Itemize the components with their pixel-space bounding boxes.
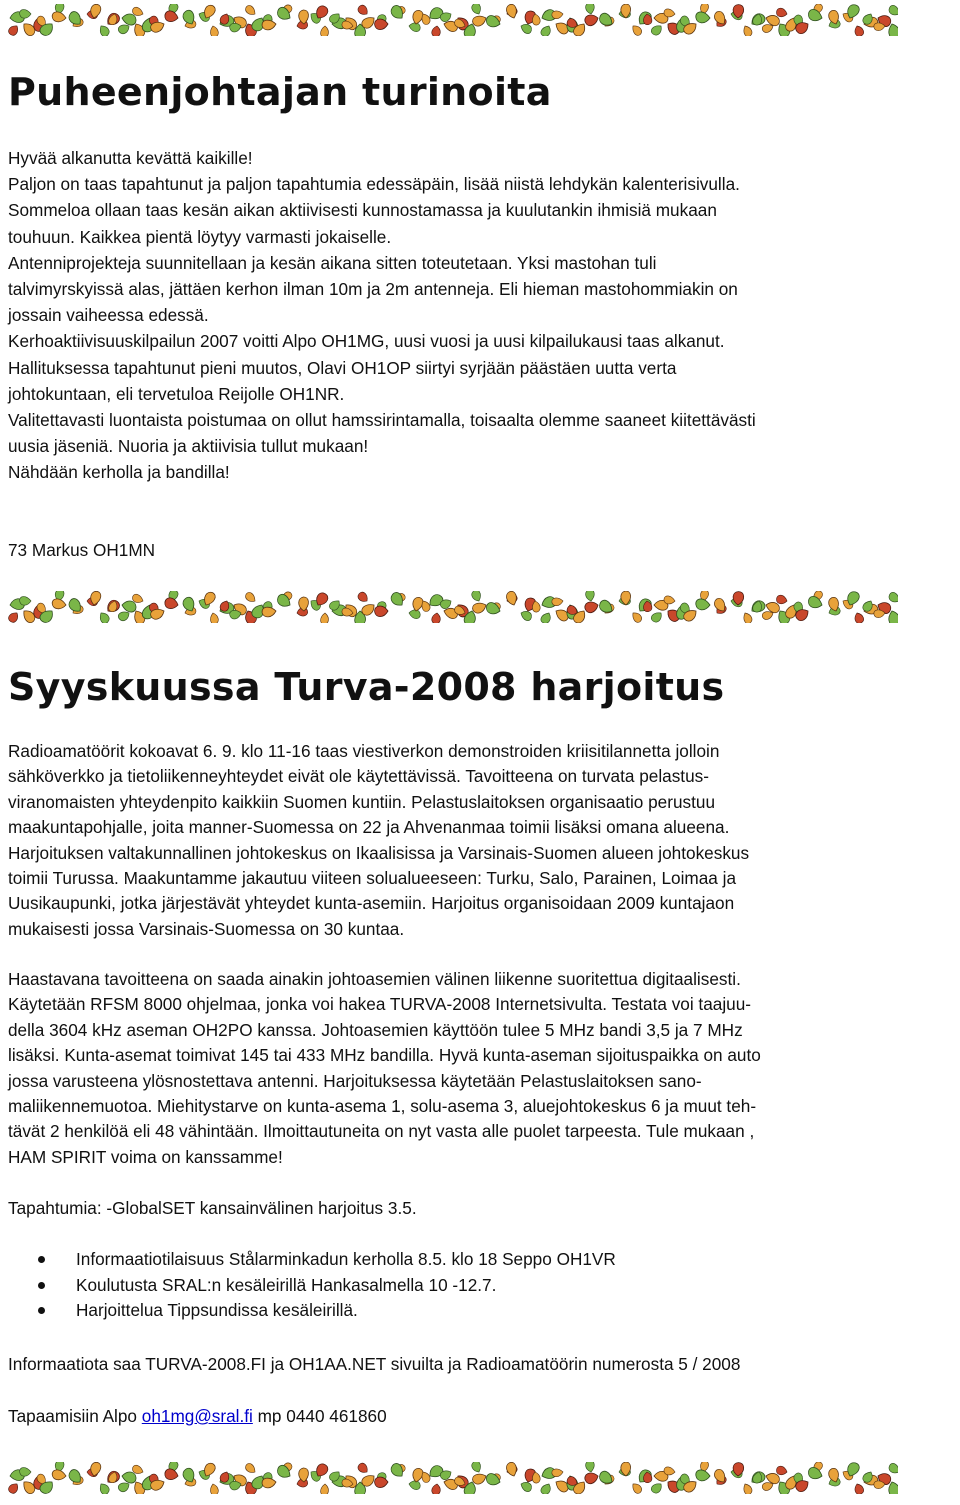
bullet-icon [38, 1282, 45, 1289]
events-intro: Tapahtumia: -GlobalSET kansainvälinen harjoitus 3.5. [8, 1198, 417, 1218]
text-line: talvimyrskyissä alas, jättäen kerhon ilman 10m ja 2m antenneja. Eli hieman mastohommiakin on [8, 279, 738, 300]
text-line: Uusikaupunki, jotka järjestävät yhteydet kunta-asemiin. Harjoitus organisoidaan 2009 kuntajaon [8, 893, 735, 914]
text-line: Radioamatöörit kokoavat 6. 9. klo 11-16 taas viestiverkon demonstroiden kriisitilannetta jolloin [8, 741, 720, 761]
section-title-turva: Syyskuussa Turva-2008 harjoitus [8, 665, 725, 709]
text-line: lisäksi. Kunta-asemat toimivat 145 tai 433 MHz bandilla. Hyvä kunta-aseman sijoituspaikka on auto [8, 1045, 761, 1066]
text-line: toimii Turussa. Maakuntamme jakautuu viiteen solualueeseen: Turku, Salo, Parainen, Loimaa ja [8, 868, 736, 889]
text-line: maliikennemuotoa. Miehitystarve on kunta-asema 1, solu-asema 3, aluejohtokeskus 6 ja muut teh- [8, 1096, 757, 1117]
text-line: Paljon on taas tapahtunut ja paljon tapahtumia edessäpäin, lisää niistä lehdykän kalenterisivulla. [8, 174, 740, 195]
info-line: Informaatiota saa TURVA-2008.FI ja OH1AA.NET sivuilta ja Radioamatöörin numerosta 5 / 2008 [8, 1354, 741, 1374]
list-item [8, 1247, 616, 1273]
text-line: Harjoituksen valtakunnallinen johtokeskus on Ikaalisissa ja Varsinais-Suomen alueen johtokeskus [8, 842, 750, 863]
list-item-text: Harjoittelua Tippsundissa kesäleirillä. [76, 1300, 358, 1320]
leaf-garland-icon [8, 4, 898, 36]
text-line: sähköverkko ja tietoliikenneyhteydet eivät ole käytettävissä. Tavoitteena on turvata pelastus- [8, 766, 709, 787]
text-line: Käytetään RFSM 8000 ohjelmaa, jonka voi hakea TURVA-2008 Internetsivulta. Testata voi taajuu- [8, 994, 751, 1015]
section-title-puheenjohtaja: Puheenjohtajan turinoita [8, 70, 552, 114]
leaf-border-top [8, 4, 898, 36]
text-line: touhuun. Kaikkea pientä löytyy varmasti jokaiselle. [8, 226, 392, 247]
email-link[interactable]: oh1mg@sral.fi [141, 1406, 253, 1426]
text-line: mukaisesti jossa Varsinais-Suomessa on 30 kuntaa. [8, 918, 405, 939]
signature: 73 Markus OH1MN [8, 540, 156, 560]
text-line: maakuntapohjalle, joita manner-Suomessa on 22 ja Ahvenanmaa toimii lisäksi omana alueena. [8, 817, 730, 838]
leaf-garland-icon [8, 591, 898, 623]
text-line: jossain vaiheessa edessä. [8, 305, 209, 326]
list-item-text: Koulutusta SRAL:n kesäleirillä Hankasalmella 10 -12.7. [76, 1274, 497, 1295]
text-line: Nähdään kerholla ja bandilla! [8, 462, 230, 483]
text-line: uusia jäseniä. Nuoria ja aktiivisia tullut mukaan! [8, 436, 369, 457]
text-line: Hyvää alkanutta kevättä kaikille! [8, 148, 253, 168]
text-line: Kerhoaktiivisuuskilpailun 2007 voitti Alpo OH1MG, uusi vuosi ja uusi kilpailukausi taas alkanut. [8, 331, 725, 352]
text-line: della 3604 kHz aseman OH2PO kanssa. Johtoasemien käyttöön tulee 5 MHz bandi 3,5 ja 7 MHz [8, 1019, 743, 1040]
leaf-border-bottom [8, 1462, 898, 1494]
turva-paragraph-2 [8, 967, 953, 1170]
leaf-garland-icon [8, 1462, 898, 1494]
text-line: Hallituksessa tapahtunut pieni muutos, Olavi OH1OP siirtyi syrjään päästäen uutta verta [8, 357, 677, 378]
leaf-border-middle [8, 591, 898, 623]
text-line: johtokuntaan, eli tervetuloa Reijolle OH1NR. [8, 383, 345, 404]
text-line: Haastavana tavoitteena on saada ainakin johtoasemien välinen liikenne suoritettua digitaalisesti. [8, 969, 741, 989]
text-line: jossa varusteena ylösnostettava antenni. Harjoituksessa käytetään Pelastuslaitoksen sano- [8, 1070, 702, 1091]
contact-prefix: Tapaamisiin Alpo [8, 1406, 142, 1426]
text-line: Antenniprojekteja suunnitellaan ja kesän aikana sitten toteutetaan. Yksi mastohan tuli [8, 252, 657, 273]
contact-suffix: mp 0440 461860 [252, 1406, 387, 1426]
bullet-icon [38, 1307, 45, 1314]
list-item [8, 1273, 616, 1299]
text-line: Valitettavasti luontaista poistumaa on ollut hamssirintamalla, toisaalta olemme saaneet kiitettävästi [8, 410, 756, 431]
contact-line [8, 1406, 387, 1427]
list-item-text: Informaatiotilaisuus Stålarminkadun kerholla 8.5. klo 18 Seppo OH1VR [76, 1249, 616, 1269]
turva-paragraph-1 [8, 739, 953, 942]
chair-message [8, 145, 953, 486]
text-line: HAM SPIRIT voima on kanssamme! [8, 1146, 283, 1167]
text-line: Sommeloa ollaan taas kesän aikan aktiivisesti kunnostamassa ja kuulutankin ihmisiä mukaan [8, 200, 717, 221]
text-line: viranomaisten yhteydenpito kaikkiin Suomen kuntiin. Pelastuslaitoksen organisaatio perustuu [8, 791, 716, 812]
text-line: tävät 2 henkilöä eli 48 vähintään. Ilmoittautuneita on nyt vasta alle puolet tarpeesta. Tule mukaan , [8, 1121, 755, 1142]
events-list [8, 1247, 616, 1324]
bullet-icon [38, 1256, 45, 1263]
list-item [8, 1298, 616, 1324]
